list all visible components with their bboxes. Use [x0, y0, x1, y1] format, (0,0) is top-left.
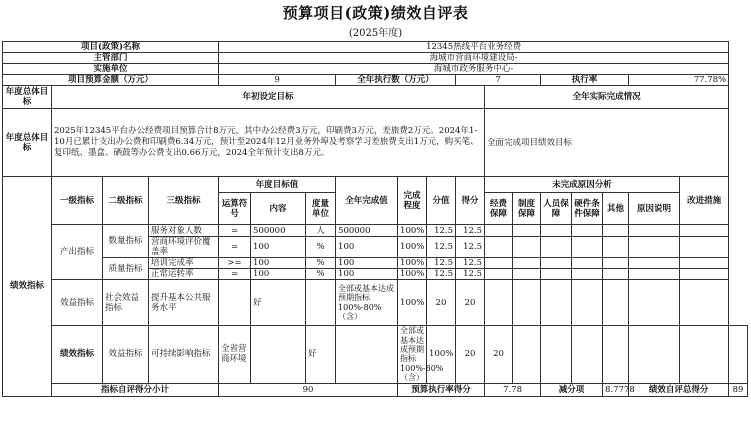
reasons-header: 未完成原因分析 — [485, 177, 680, 193]
indicator-degree: 100% — [398, 225, 427, 237]
improve-header: 改进措施 — [680, 177, 729, 225]
evaluation-table — [2, 41, 748, 397]
quality-indicator-label: 质量指标 — [103, 258, 149, 280]
goals-text-row — [3, 109, 748, 177]
subtotal-label: 指标自评得分小计 — [52, 383, 219, 396]
indicator-score: 12.5 — [456, 237, 485, 258]
indicator-name: 培训完成率 — [149, 258, 219, 269]
indicator-degree: 100% — [398, 269, 427, 280]
table-row — [3, 326, 748, 384]
indicator-degree: 100% — [427, 326, 456, 384]
indicator-operator: >= — [219, 258, 251, 269]
indicator-score: 20 — [456, 280, 485, 326]
operator-header: 运算符号 — [219, 193, 251, 225]
indicator-name: 营商环境评价覆盖率 — [149, 237, 219, 258]
output-indicator-label: 产出指标 — [52, 225, 103, 280]
summary-row — [3, 383, 748, 396]
rate-label: 执行率 — [541, 75, 629, 86]
indicator-operator: = — [219, 225, 251, 237]
department-row — [3, 53, 748, 64]
indicator-max: 12.5 — [427, 225, 456, 237]
score-header: 得分 — [456, 177, 485, 225]
reason-system-header: 制度保障 — [513, 193, 541, 225]
table-row — [3, 225, 748, 237]
indicator-unit — [336, 326, 398, 384]
indicator-score: 12.5 — [456, 269, 485, 280]
score-max-header: 分值 — [427, 177, 456, 225]
project-name-label: 项目(政策)名称 — [3, 42, 219, 53]
indicator-full-year: 100 — [336, 237, 398, 258]
budget-value: 9 — [219, 75, 336, 86]
actual-goal-text: 全面完成项目绩效目标 — [485, 109, 729, 177]
total-score-value: 89 — [729, 383, 748, 396]
level2-header: 二级指标 — [103, 177, 149, 225]
indicator-name: 提升基本公共服务水平 — [149, 280, 219, 326]
indicator-content: 100 — [251, 237, 306, 258]
reason-funding-header: 经费保障 — [485, 193, 513, 225]
indicator-operator — [219, 280, 251, 326]
perf-header-row-1 — [3, 177, 748, 193]
executed-value: 7 — [456, 75, 541, 86]
goals-header-row — [3, 86, 748, 109]
indicator-content: 100 — [251, 258, 306, 269]
indicator-degree: 100% — [398, 237, 427, 258]
indicator-unit — [306, 280, 336, 326]
reason-other-header: 其他 — [603, 193, 629, 225]
indicator-score: 12.5 — [456, 225, 485, 237]
indicator-score: 12.5 — [456, 258, 485, 269]
subtotal-value: 90 — [219, 383, 398, 396]
indicator-full-year: 100 — [336, 258, 398, 269]
indicator-unit: 人 — [306, 225, 336, 237]
unit-value: 海城市政务服务中心- — [219, 64, 729, 75]
project-name-value: 12345热线平台业务经费 — [219, 42, 729, 53]
indicator-score: 20 — [485, 326, 513, 384]
table-row — [3, 258, 748, 269]
unit-label: 实施单位 — [3, 64, 219, 75]
indicator-content: 好 — [251, 280, 306, 326]
full-year-header: 全年完成值 — [336, 177, 398, 225]
indicator-name: 服务对象人数 — [149, 225, 219, 237]
indicator-max: 20 — [456, 326, 485, 384]
perf-section-label-2: 绩效指标 — [52, 326, 103, 384]
indicator-content: 好 — [306, 326, 336, 384]
total-score-label: 绩效自评总得分 — [629, 383, 729, 396]
indicator-content: 500000 — [251, 225, 306, 237]
indicator-unit: % — [306, 258, 336, 269]
indicator-degree: 100% — [398, 280, 427, 326]
goals-row-label-top: 年度总体目标 — [3, 86, 52, 109]
level1-header: 一级指标 — [52, 177, 103, 225]
unit-row — [3, 64, 748, 75]
indicator-operator: = — [219, 269, 251, 280]
initial-goal-header: 年初设定目标 — [52, 86, 485, 109]
exec-score-label: 预算执行率得分 — [398, 383, 485, 396]
indicator-operator: = — [219, 237, 251, 258]
indicator-full-year: 全部或基本达成预期指标100%-80%（含） — [398, 326, 427, 384]
indicator-name: 正常运转率 — [149, 269, 219, 280]
indicator-unit: % — [306, 269, 336, 280]
page-year: (2025年度) — [348, 28, 403, 39]
executed-label: 全年执行数（万元） — [336, 75, 456, 86]
indicator-degree: 100% — [398, 258, 427, 269]
sustain-indicator-label: 可持续影响指标 — [149, 326, 219, 384]
reason-staff-header: 人员保障 — [541, 193, 572, 225]
table-row — [3, 280, 748, 326]
goals-row-label: 年度总体目标 — [3, 109, 52, 177]
indicator-name: 全省营商环境 — [219, 326, 251, 384]
benefit-indicator-label: 效益指标 — [52, 280, 103, 326]
budget-row — [3, 75, 748, 86]
indicator-unit: % — [306, 237, 336, 258]
budget-label: 项目预算金额（万元） — [3, 75, 219, 86]
department-label: 主管部门 — [3, 53, 219, 64]
benefit-indicator-label-2: 效益指标 — [103, 326, 149, 384]
department-value: 海城市营商环境建设局- — [219, 53, 729, 64]
indicator-max: 12.5 — [427, 237, 456, 258]
perf-section-label: 绩效指标 — [3, 177, 52, 397]
deduct-label: 减分项 — [541, 383, 603, 396]
reason-note-header: 原因说明 — [629, 193, 680, 225]
completion-header: 完成程度 — [398, 177, 427, 225]
rate-value: 77.78% — [629, 75, 729, 86]
unit-header: 度量单位 — [306, 193, 336, 225]
indicator-operator — [251, 326, 306, 384]
indicator-full-year: 全部或基本达成预期指标100%-80%（含） — [336, 280, 398, 326]
exec-score-value: 7.78 — [485, 383, 541, 396]
social-benefit-label: 社会效益指标 — [103, 280, 149, 326]
quantity-indicator-label: 数量指标 — [103, 225, 149, 258]
indicator-full-year: 500000 — [336, 225, 398, 237]
initial-goal-text: 2025年12345平台办公经费项目预算合计8万元，其中办公经费3万元，印刷费3万元，差旅费2万元。2024年1-10月已累计支出办公费和印刷费6.34万元，预计至2024年12月业务外埠及考察学习差旅费支出1万元，购买笔、复印纸、墨盒、硒鼓等办公费支出0.66万元，2024全年预计支出8万元。 — [52, 109, 485, 177]
reason-hardware-header: 硬件条件保障 — [572, 193, 603, 225]
page-title: 预算项目(政策)绩效自评表 — [282, 4, 469, 22]
indicator-max: 12.5 — [427, 258, 456, 269]
annual-target-header: 年度目标值 — [219, 177, 336, 193]
deduct-value: 8.7778 — [603, 383, 629, 396]
level3-header: 三级指标 — [149, 177, 219, 225]
indicator-full-year: 100 — [336, 269, 398, 280]
actual-goal-header: 全年实际完成情况 — [485, 86, 729, 109]
project-name-row — [3, 42, 748, 53]
content-header: 内容 — [251, 193, 306, 225]
indicator-content: 100 — [251, 269, 306, 280]
indicator-max: 20 — [427, 280, 456, 326]
indicator-max: 12.5 — [427, 269, 456, 280]
